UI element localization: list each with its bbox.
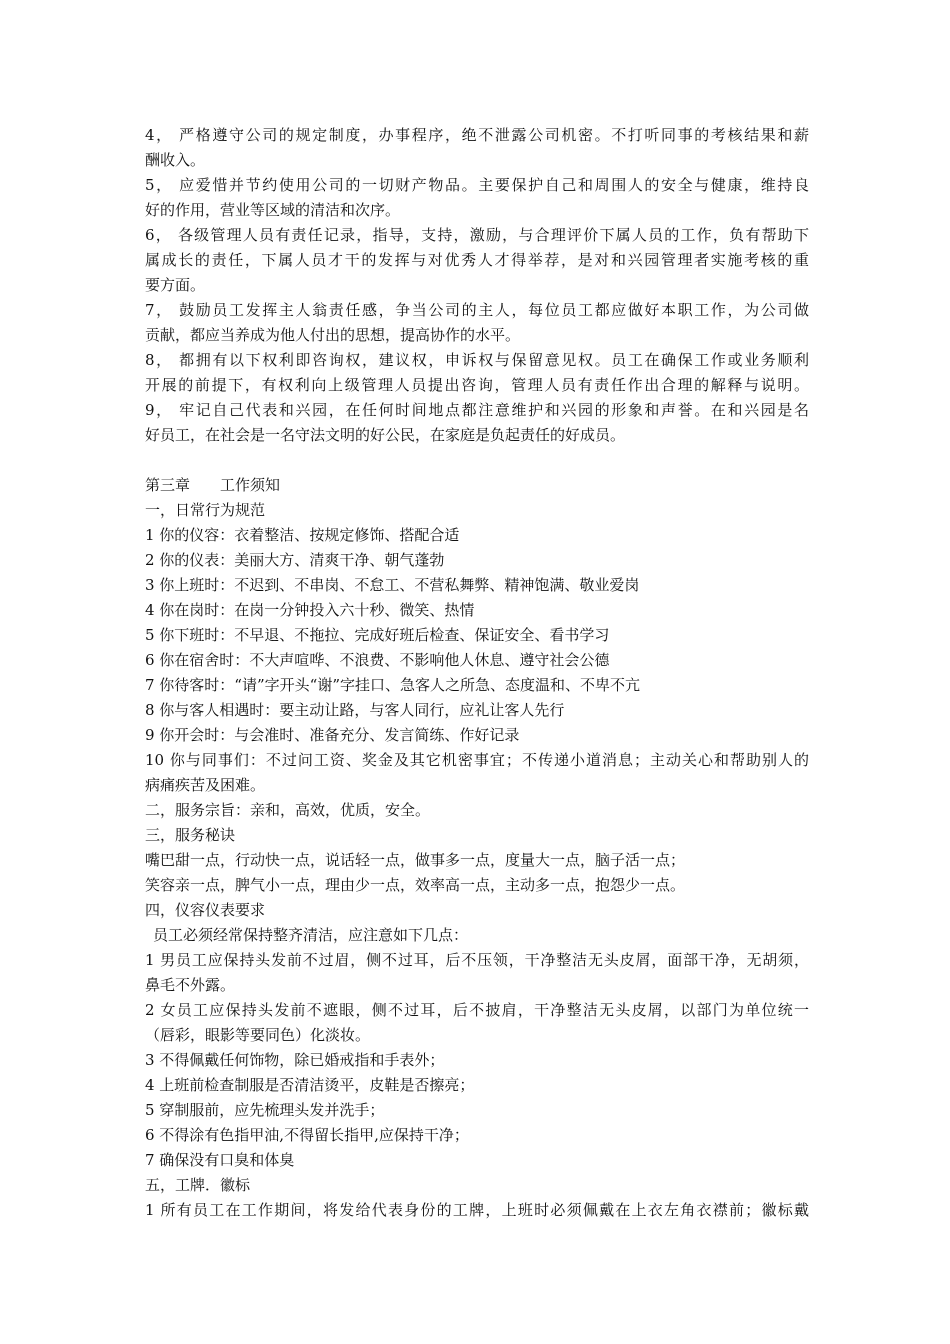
section-heading: 二，服务宗旨：亲和，高效，优质，安全。 xyxy=(145,801,431,819)
paragraph-line: 4， 严格遵守公司的规定制度，办事程序，绝不泄露公司机密。不打听同事的考核结果和薪 xyxy=(145,126,809,144)
list-item: 3 你上班时：不迟到、不串岗、不怠工、不营私舞弊、精神饱满、敬业爱岗 xyxy=(145,576,640,594)
paragraph-line: 属成长的责任，下属人员才干的发挥与对优秀人才得举荐，是对和兴园管理者实施考核的重 xyxy=(145,251,809,269)
chapter-title: 工作须知 xyxy=(220,476,281,494)
paragraph-line: 笑容亲一点，脾气小一点，理由少一点，效率高一点，主动多一点，抱怨少一点。 xyxy=(145,876,686,894)
paragraph-line: 贡献，都应当养成为他人付出的思想，提高协作的水平。 xyxy=(145,326,521,344)
paragraph-line: 要方面。 xyxy=(145,276,206,294)
paragraph-line: 嘴巴甜一点，行动快一点，说话轻一点，做事多一点，度量大一点，脑子活一点； xyxy=(145,851,686,869)
chapter-heading xyxy=(145,473,809,498)
list-item: 8 你与客人相遇时：要主动让路，与客人同行，应礼让客人先行 xyxy=(145,701,565,719)
paragraph-line: 6， 各级管理人员有责任记录，指导，支持，激励，与合理评价下属人员的工作，负有帮助下 xyxy=(145,226,809,244)
list-item: 2 你的仪表：美丽大方、清爽干净、朝气蓬勃 xyxy=(145,551,445,569)
section-heading: 三，服务秘诀 xyxy=(145,826,236,844)
paragraph-line: 8， 都拥有以下权利即咨询权，建议权，申诉权与保留意见权。员工在确保工作或业务顺利 xyxy=(145,351,809,369)
list-item-continuation: 病痛疾苦及困难。 xyxy=(145,776,266,794)
section-heading: 五，工牌．徽标 xyxy=(145,1176,251,1194)
list-item: 5 你下班时：不早退、不拖拉、完成好班后检查、保证安全、看书学习 xyxy=(145,626,610,644)
list-item: 7 你待客时：“请”字开头“谢”字挂口、急客人之所急、态度温和、不卑不亢 xyxy=(145,676,640,694)
list-item: 10 你与同事们：不过问工资、奖金及其它机密事宜；不传递小道消息；主动关心和帮助别人的 xyxy=(145,751,809,769)
paragraph-line: 9， 牢记自己代表和兴园，在任何时间地点都注意维护和兴园的形象和声誉。在和兴园是名 xyxy=(145,401,809,419)
paragraph-line: 好的作用，营业等区域的清洁和次序。 xyxy=(145,201,401,219)
paragraph-line: 好员工，在社会是一名守法文明的好公民，在家庭是负起责任的好成员。 xyxy=(145,426,626,444)
list-item-continuation: 鼻毛不外露。 xyxy=(145,976,236,994)
list-item: 9 你开会时：与会准时、准备充分、发言简练、作好记录 xyxy=(145,726,520,744)
blank-line xyxy=(145,448,809,473)
document-body xyxy=(145,123,809,1223)
list-item: 6 不得涂有色指甲油,不得留长指甲,应保持干净； xyxy=(145,1126,469,1144)
list-item: 4 你在岗时：在岗一分钟投入六十秒、微笑、热情 xyxy=(145,601,475,619)
section-heading: 一，日常行为规范 xyxy=(145,501,266,519)
list-item: 6 你在宿舍时：不大声喧哗、不浪费、不影响他人休息、遵守社会公德 xyxy=(145,651,610,669)
list-item: 1 你的仪容：衣着整洁、按规定修饰、搭配合适 xyxy=(145,526,460,544)
paragraph-line: 酬收入。 xyxy=(145,151,206,169)
list-item: 2 女员工应保持头发前不遮眼，侧不过耳，后不披肩，干净整洁无头皮屑，以部门为单位统一 xyxy=(145,1001,809,1019)
paragraph-line: 5， 应爱惜并节约使用公司的一切财产物品。主要保护自己和周围人的安全与健康，维持良 xyxy=(145,176,809,194)
list-item: 4 上班前检查制服是否清洁烫平，皮鞋是否擦亮； xyxy=(145,1076,475,1094)
list-item-continuation: （唇彩，眼影等要同色）化淡妆。 xyxy=(145,1026,371,1044)
paragraph-line: 员工必须经常保持整齐清洁，应注意如下几点： xyxy=(153,926,469,944)
paragraph-line: 7， 鼓励员工发挥主人翁责任感，争当公司的主人，每位员工都应做好本职工作，为公司做 xyxy=(145,301,809,319)
list-item: 3 不得佩戴任何饰物，除已婚戒指和手表外； xyxy=(145,1051,445,1069)
list-item: 1 所有员工在工作期间，将发给代表身份的工牌，上班时必须佩戴在上衣左角衣襟前；徽标戴 xyxy=(145,1201,809,1219)
list-item: 7 确保没有口臭和体臭 xyxy=(145,1151,295,1169)
chapter-label: 第三章 xyxy=(145,476,191,494)
paragraph-line: 开展的前提下，有权利向上级管理人员提出咨询，管理人员有责任作出合理的解释与说明。 xyxy=(145,376,809,394)
section-heading: 四，仪容仪表要求 xyxy=(145,901,266,919)
list-item: 5 穿制服前，应先梳理头发并洗手； xyxy=(145,1101,385,1119)
list-item: 1 男员工应保持头发前不过眉，侧不过耳，后不压领，干净整洁无头皮屑，面部干净，无胡须， xyxy=(145,951,809,969)
